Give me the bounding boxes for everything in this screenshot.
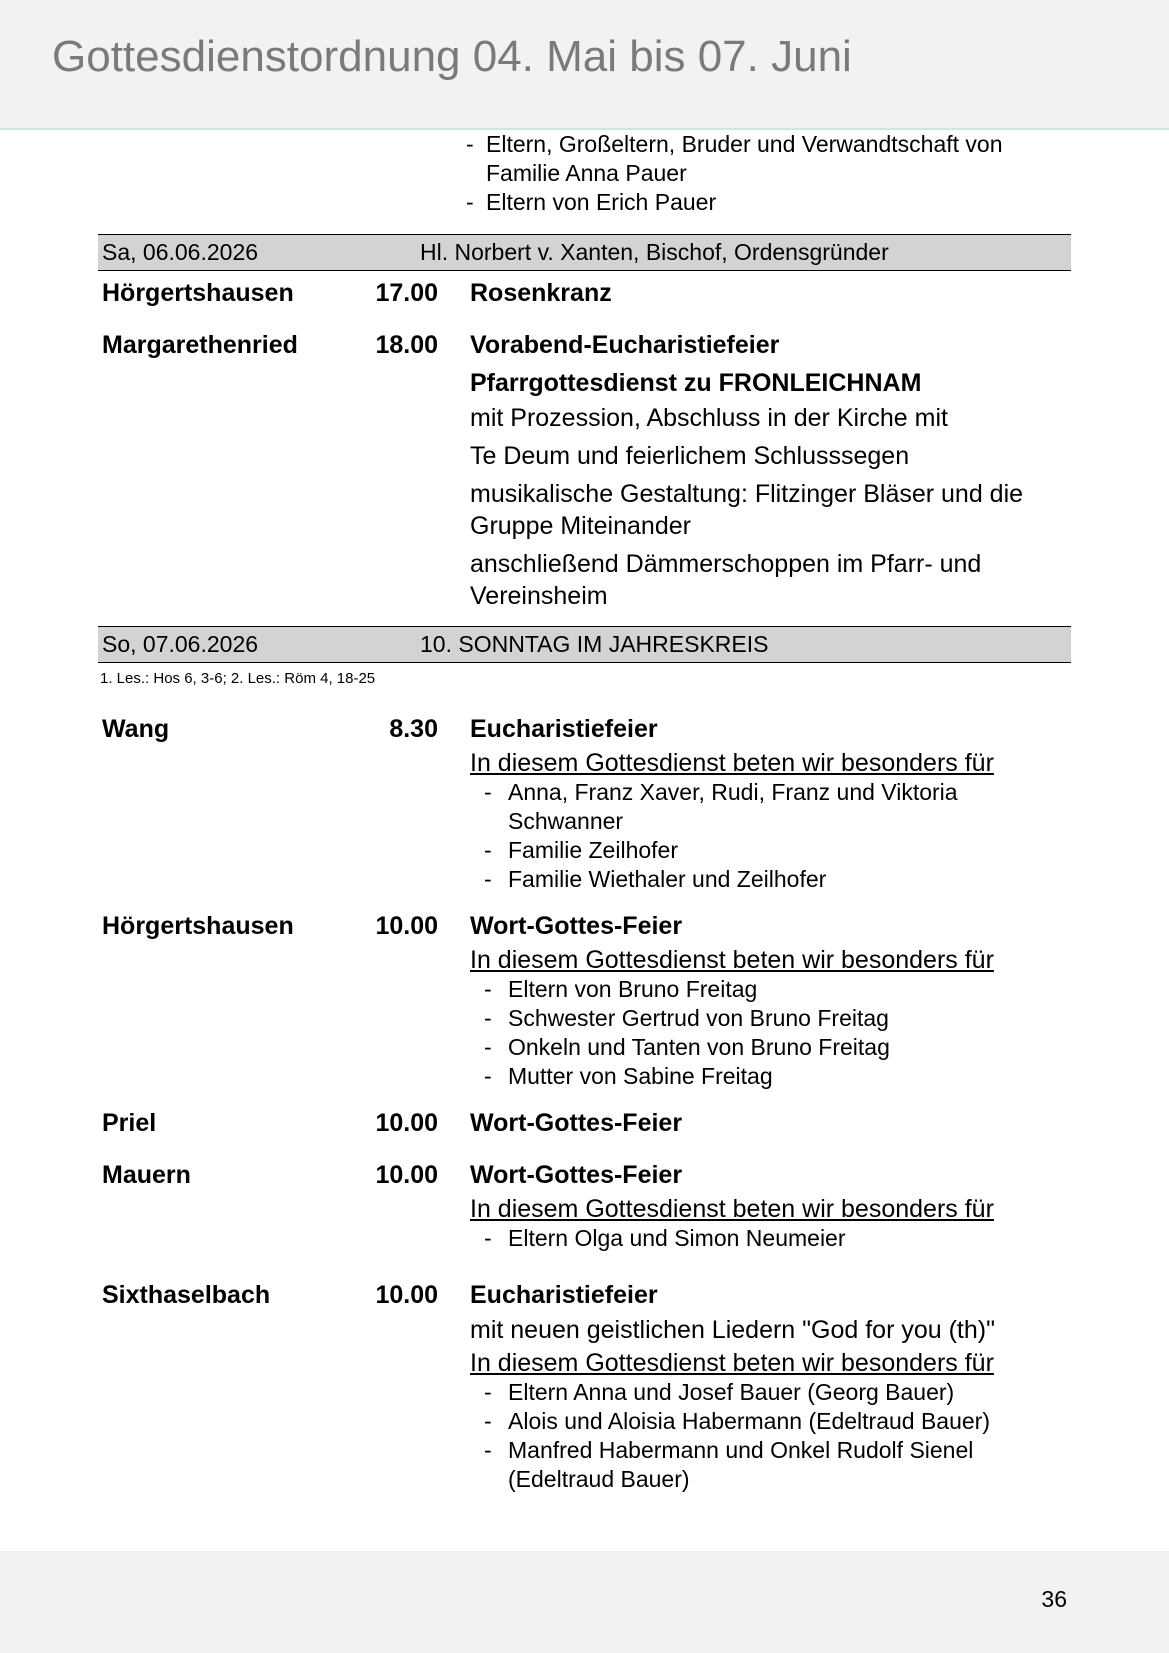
list-item: - Eltern, Großeltern, Bruder und Verwandtschaft von Familie Anna Pauer	[466, 130, 1071, 188]
service-desc	[438, 1156, 1071, 1253]
day-feast: 10. SONNTAG IM JAHRESKREIS	[420, 631, 769, 657]
service-row	[98, 1276, 1071, 1494]
service-desc	[438, 907, 1071, 1091]
service-title: Wort-Gottes-Feier	[470, 1161, 683, 1189]
service-title: Eucharistiefeier	[470, 715, 658, 743]
list-item: - Eltern von Erich Pauer	[466, 188, 1071, 217]
service-row	[98, 326, 1071, 618]
page-footer	[0, 1551, 1169, 1653]
service-place: Sixthaselbach	[102, 1281, 271, 1309]
list-item: - Familie Zeilhofer	[484, 836, 1071, 865]
service-note: musikalische Gestaltung: Flitzinger Bläser und die Gruppe Miteinander	[470, 480, 1024, 540]
service-title: Wort-Gottes-Feier	[470, 1109, 683, 1137]
service-time: 8.30	[389, 715, 438, 743]
service-note: mit Prozession, Abschluss in der Kirche mit	[470, 404, 948, 432]
list-item: - Eltern Anna und Josef Bauer (Georg Bauer)	[484, 1378, 1071, 1407]
list-item: - Anna, Franz Xaver, Rudi, Franz und Viktoria Schwanner	[484, 778, 1071, 836]
intention-list	[470, 1224, 1071, 1253]
service-title: Vorabend-Eucharistiefeier	[470, 331, 780, 359]
prayer-heading: In diesem Gottesdienst beten wir besonders für	[470, 1349, 994, 1377]
service-subtitle: Pfarrgottesdienst zu FRONLEICHNAM	[470, 369, 922, 397]
day-header	[98, 626, 1071, 663]
list-item: - Onkeln und Tanten von Bruno Freitag	[484, 1033, 1071, 1062]
day-date: Sa, 06.06.2026	[102, 239, 259, 265]
service-desc	[438, 1276, 1071, 1494]
prayer-heading: In diesem Gottesdienst beten wir besonders für	[470, 749, 994, 777]
service-title: Rosenkranz	[470, 279, 612, 307]
readings: 1. Les.: Hos 6, 3-6; 2. Les.: Röm 4, 18-25	[100, 670, 376, 687]
list-item: - Manfred Habermann und Onkel Rudolf Sienel (Edeltraud Bauer)	[484, 1436, 1071, 1494]
prayer-heading: In diesem Gottesdienst beten wir besonders für	[470, 946, 994, 974]
service-row	[98, 710, 1071, 894]
service-time: 18.00	[375, 331, 438, 359]
service-row	[98, 907, 1071, 1091]
page-number: 36	[1041, 1586, 1067, 1612]
service-desc	[438, 1104, 1071, 1142]
intention-list	[470, 975, 1071, 1091]
service-time: 10.00	[375, 912, 438, 940]
service-note: anschließend Dämmerschoppen im Pfarr- und Vereinsheim	[470, 550, 982, 610]
intention-list	[470, 1378, 1071, 1494]
service-place: Mauern	[102, 1161, 191, 1189]
list-item: - Alois und Aloisia Habermann (Edeltraud Bauer)	[484, 1407, 1071, 1436]
day-date: So, 07.06.2026	[102, 631, 259, 657]
carryover-list	[98, 130, 1071, 217]
day-feast: Hl. Norbert v. Xanten, Bischof, Ordensgründer	[420, 239, 889, 265]
list-item: - Schwester Gertrud von Bruno Freitag	[484, 1004, 1071, 1033]
intention-list	[470, 778, 1071, 894]
day-header	[98, 234, 1071, 271]
service-time: 10.00	[375, 1161, 438, 1189]
list-item: - Eltern Olga und Simon Neumeier	[484, 1224, 1071, 1253]
service-time: 17.00	[375, 279, 438, 307]
list-item: - Mutter von Sabine Freitag	[484, 1062, 1071, 1091]
service-desc	[438, 274, 1071, 312]
service-note: Te Deum und feierlichem Schlusssegen	[470, 442, 910, 470]
page-title: Gottesdienstordnung 04. Mai bis 07. Juni	[52, 32, 852, 81]
service-place: Wang	[102, 715, 170, 743]
schedule	[98, 128, 1071, 1494]
service-place: Margarethenried	[102, 331, 298, 359]
service-place: Hörgertshausen	[102, 279, 294, 307]
prayer-heading: In diesem Gottesdienst beten wir besonders für	[470, 1195, 994, 1223]
service-time: 10.00	[375, 1109, 438, 1137]
service-desc	[438, 710, 1071, 894]
service-note: mit neuen geistlichen Liedern "God for you (th)"	[470, 1316, 995, 1344]
list-item: - Familie Wiethaler und Zeilhofer	[484, 865, 1071, 894]
service-row	[98, 1156, 1071, 1253]
service-place: Hörgertshausen	[102, 912, 294, 940]
service-row	[98, 1104, 1071, 1142]
service-desc	[438, 326, 1071, 618]
service-time: 10.00	[375, 1281, 438, 1309]
service-title: Wort-Gottes-Feier	[470, 912, 683, 940]
page-header	[0, 0, 1169, 130]
list-item: - Eltern von Bruno Freitag	[484, 975, 1071, 1004]
service-title: Eucharistiefeier	[470, 1281, 658, 1309]
service-row	[98, 274, 1071, 312]
service-place: Priel	[102, 1109, 157, 1137]
